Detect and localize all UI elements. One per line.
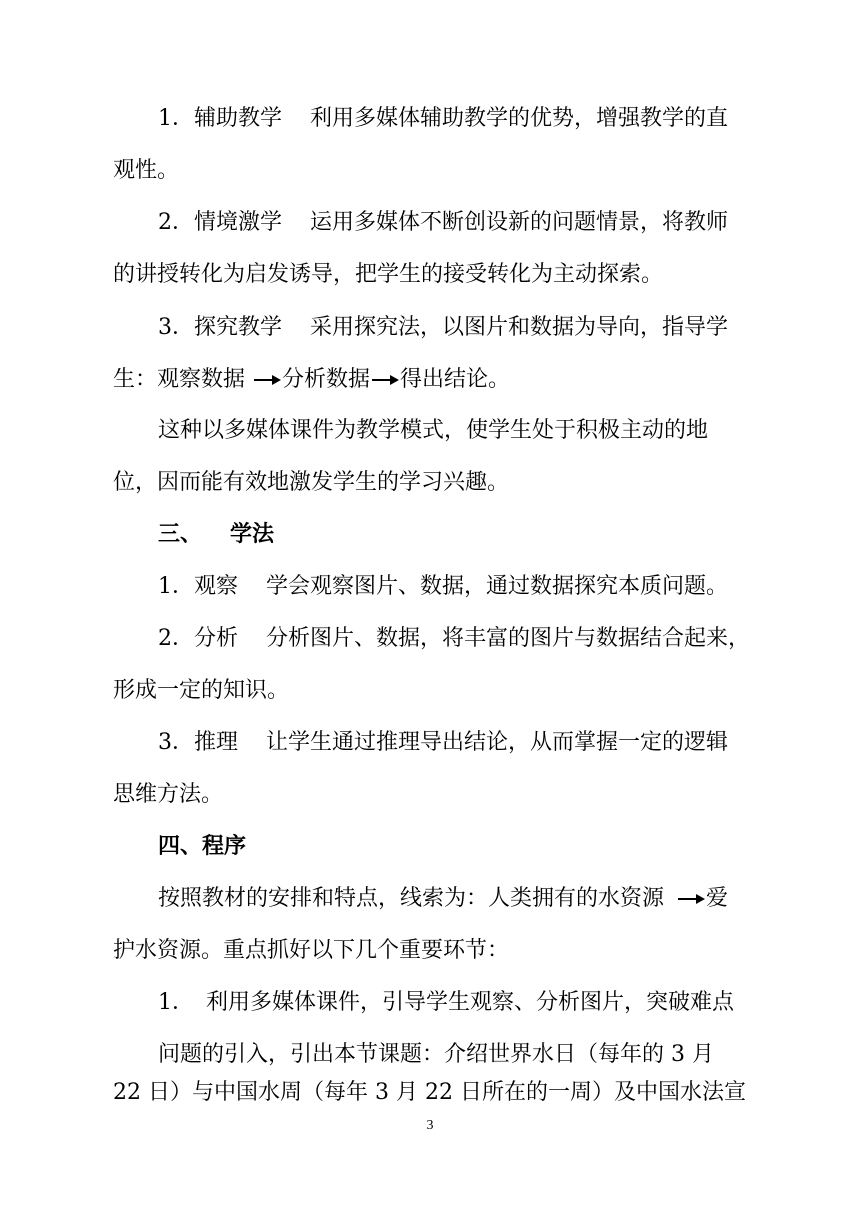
section-title: 学法 <box>230 522 275 547</box>
page-number: 3 <box>426 1118 434 1133</box>
item-label: 3．推理 <box>158 730 238 755</box>
item-label: 1．辅助教学 <box>158 106 282 131</box>
item-label: 1．观察 <box>158 574 238 599</box>
paragraph-1-line-1 <box>158 104 798 134</box>
procedure-text-end: 爱 <box>706 886 729 911</box>
method-3-line-2: 思维方法。 <box>113 782 224 807</box>
item-text: 让学生通过推理导出结论，从而掌握一定的逻辑 <box>266 730 729 755</box>
item-text: 利用多媒体辅助教学的优势，增强教学的直 <box>310 106 729 131</box>
method-2-line-2: 形成一定的知识。 <box>113 678 290 703</box>
method-1 <box>158 572 798 602</box>
paragraph-2-line-2: 的讲授转化为启发诱导，把学生的接受转化为主动探索。 <box>113 262 664 287</box>
procedure-text: 按照教材的安排和特点，线索为：人类拥有的水资源 <box>158 886 665 911</box>
arrow-right-icon <box>370 373 400 387</box>
item-label: 2．分析 <box>158 626 238 651</box>
paragraph-2-line-1 <box>158 208 798 238</box>
procedure-line-2: 护水资源。重点抓好以下几个重要环节： <box>113 938 510 963</box>
paragraph-3-line-1 <box>158 313 798 343</box>
paragraph-4-line-1: 这种以多媒体课件为教学模式，使学生处于积极主动的地 <box>158 418 709 443</box>
item-text: 分析图片、数据，将丰富的图片与数据结合起来， <box>266 626 751 651</box>
step-1-detail-line-1: 问题的引入，引出本节课题：介绍世界水日（每年的 3 月 <box>158 1042 714 1067</box>
section-heading-3 <box>158 520 798 550</box>
step-1 <box>158 988 798 1018</box>
item-label: 2．情境激学 <box>158 210 282 235</box>
flow-step-2: 分析数据 <box>282 367 371 392</box>
method-3-line-1 <box>158 728 798 758</box>
flow-step-1: 生：观察数据 <box>113 367 246 392</box>
method-2-line-1 <box>158 624 798 654</box>
item-text: 利用多媒体课件，引导学生观察、分析图片，突破难点 <box>206 990 735 1015</box>
item-text: 运用多媒体不断创设新的问题情景，将教师 <box>310 210 729 235</box>
section-number: 三、 <box>158 522 203 547</box>
arrow-right-icon <box>676 892 706 906</box>
paragraph-4-line-2: 位，因而能有效地激发学生的学习兴趣。 <box>113 470 510 495</box>
item-text: 采用探究法，以图片和数据为导向，指导学 <box>310 315 729 340</box>
item-label: 3．探究教学 <box>158 315 282 340</box>
paragraph-3-line-2 <box>113 365 753 395</box>
procedure-line-1 <box>158 884 798 914</box>
step-1-detail-line-2: 22 日）与中国水周（每年 3 月 22 日所在的一周）及中国水法宣 <box>113 1080 746 1105</box>
item-text: 学会观察图片、数据，通过数据探究本质问题。 <box>266 574 729 599</box>
item-label: 1． <box>158 990 194 1015</box>
arrow-right-icon <box>252 373 282 387</box>
flow-step-3: 得出结论。 <box>400 367 511 392</box>
paragraph-1-line-2: 观性。 <box>113 158 180 183</box>
section-heading-4: 四、程序 <box>158 834 247 859</box>
